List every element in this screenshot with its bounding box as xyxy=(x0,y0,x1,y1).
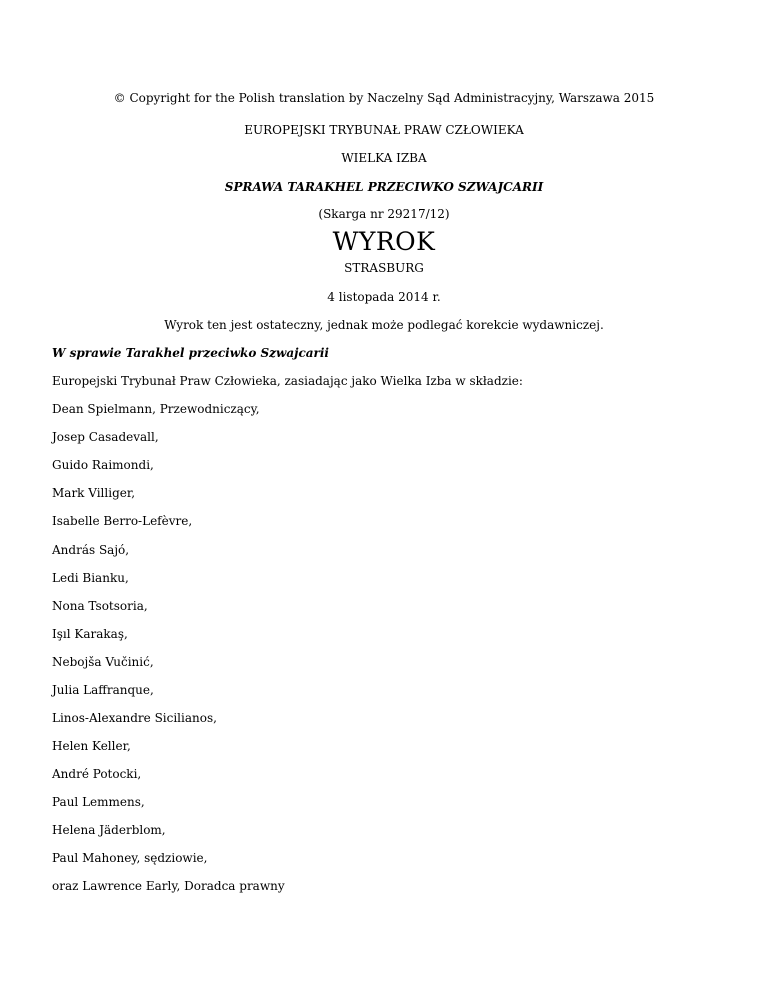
judge-name: Paul Mahoney, sędziowie, xyxy=(52,851,208,865)
judge-name: András Sajó, xyxy=(52,543,130,557)
chamber-name: WIELKA IZBA xyxy=(341,151,427,165)
judge-name: Helen Keller, xyxy=(52,739,131,753)
judge-name: Mark Villiger, xyxy=(52,486,136,500)
judge-name: Nebojša Vučinić, xyxy=(52,655,154,669)
judge-name: Nona Tsotsoria, xyxy=(52,599,148,613)
case-title: SPRAWA TARAKHEL PRZECIWKO SZWAJCARII xyxy=(224,180,544,194)
judge-name: Dean Spielmann, Przewodniczący, xyxy=(52,402,260,416)
registrar: oraz Lawrence Early, Doradca prawny xyxy=(52,879,285,893)
judge-name: Guido Raimondi, xyxy=(52,458,154,472)
judge-name: Isabelle Berro-Lefèvre, xyxy=(52,514,193,528)
copyright-notice: © Copyright for the Polish translation by Naczelny Sąd Administracyjny, Warszawa 2015 xyxy=(113,91,655,105)
composition-intro: Europejski Trybunał Praw Człowieka, zasiadając jako Wielka Izba w składzie: xyxy=(52,374,523,388)
judge-name: Işıl Karakaş, xyxy=(52,627,128,641)
court-name: EUROPEJSKI TRYBUNAŁ PRAW CZŁOWIEKA xyxy=(244,123,524,137)
application-number: (Skarga nr 29217/12) xyxy=(318,207,450,221)
judge-name: Linos-Alexandre Sicilianos, xyxy=(52,711,217,725)
judge-name: Ledi Bianku, xyxy=(52,571,129,585)
case-intro: W sprawie Tarakhel przeciwko Szwajcarii xyxy=(52,346,329,360)
judge-name: Paul Lemmens, xyxy=(52,795,145,809)
place: STRASBURG xyxy=(344,261,424,275)
judge-name: André Potocki, xyxy=(52,767,142,781)
judge-name: Julia Laffranque, xyxy=(52,683,154,697)
finality-note: Wyrok ten jest ostateczny, jednak może podlegać korekcie wydawniczej. xyxy=(164,318,604,332)
judge-name: Josep Casadevall, xyxy=(52,430,159,444)
judgment-date: 4 listopada 2014 r. xyxy=(327,290,441,304)
judge-name: Helena Jäderblom, xyxy=(52,823,166,837)
document-type-heading: WYROK xyxy=(332,227,436,256)
